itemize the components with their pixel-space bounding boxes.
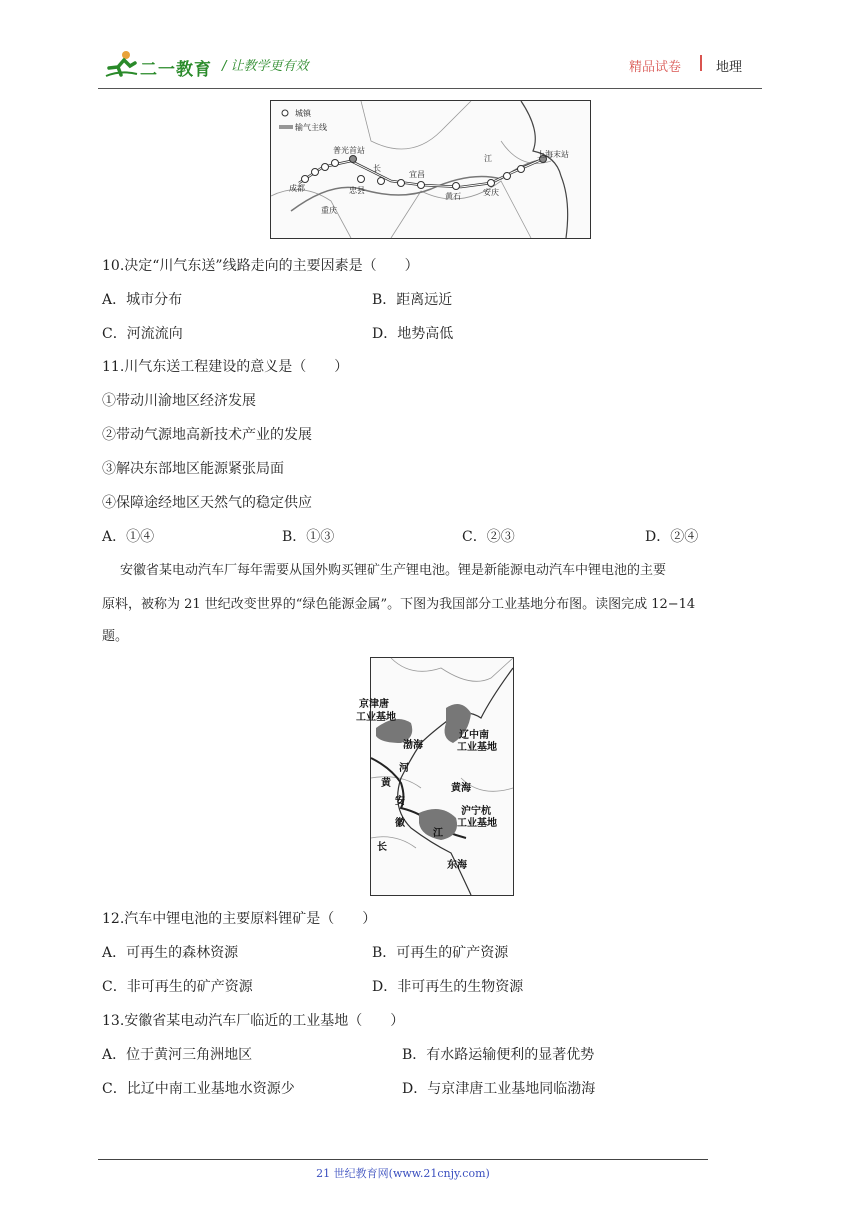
series-label: 精品试卷 (629, 60, 682, 75)
subject-label: 地理 (716, 60, 743, 75)
map-label: 河 (399, 763, 409, 774)
q11-statement: ③解决东部地区能源紧张局面 (102, 461, 284, 477)
q13-option-c[interactable]: C．比辽中南工业基地水资源少 (102, 1081, 295, 1097)
map-label: 工业基地 (457, 818, 497, 829)
map-label: 京津唐 (359, 699, 389, 710)
map-label: 安庆 (483, 188, 499, 197)
q11-option-d[interactable]: D．②④ (645, 529, 699, 545)
map-label: 工业基地 (457, 742, 497, 753)
map-label: 黄海 (451, 783, 471, 794)
map-label: 长 (373, 164, 381, 173)
map-label: 上海末站 (537, 150, 569, 159)
map-label: 普光首站 (333, 146, 365, 155)
q11-statement: ④保障途经地区天然气的稳定供应 (102, 495, 312, 511)
map-label: 江 (484, 154, 492, 163)
q12-option-d[interactable]: D．非可再生的生物资源 (372, 979, 524, 995)
map-label: 渤海 (403, 740, 423, 751)
industrial-base-map (356, 657, 514, 896)
q11-option-a[interactable]: A．①④ (102, 529, 155, 545)
q12-option-c[interactable]: C．非可再生的矿产资源 (102, 979, 253, 995)
passage-line-2: 原料，被称为 21 世纪改变世界的“绿色能源金属”。下图为我国部分工业基地分布图。读图完成 12−14 (102, 597, 696, 612)
map-label: 黄 (381, 778, 391, 789)
q11-option-c[interactable]: C．②③ (462, 529, 515, 545)
runner-logo-icon (104, 50, 138, 78)
q10-option-a[interactable]: A．城市分布 (102, 292, 183, 308)
q10-option-d[interactable]: D．地势高低 (372, 326, 454, 342)
legend-town-label: 城镇 (295, 109, 311, 118)
map-label: 忠县 (349, 186, 365, 195)
q10-option-b[interactable]: B．距离远近 (372, 292, 453, 308)
map-label: 江 (433, 828, 443, 839)
question-13-stem: 13.安徽省某电动汽车厂临近的工业基地（ ） (102, 1013, 405, 1029)
legend-pipeline-label: 输气主线 (295, 123, 327, 132)
logo-text: 二一教育 (140, 60, 212, 80)
q11-option-b[interactable]: B．①③ (282, 529, 335, 545)
question-11-stem: 11.川气东送工程建设的意义是（ ） (102, 359, 349, 375)
q13-option-d[interactable]: D．与京津唐工业基地同临渤海 (402, 1081, 596, 1097)
q13-option-b[interactable]: B．有水路运输便利的显著优势 (402, 1047, 595, 1063)
map-label: 徽 (395, 818, 405, 829)
map-label: 长 (377, 842, 387, 853)
map-label: 东海 (447, 860, 467, 871)
passage-line-1: 安徽省某电动汽车厂每年需要从国外购买锂矿生产锂电池。锂是新能源电动汽车中锂电池的主要 (120, 563, 667, 578)
map-label: 工业基地 (356, 712, 396, 723)
q10-option-c[interactable]: C．河流流向 (102, 326, 183, 342)
logo (104, 50, 138, 78)
slogan: / 让教学更有效 (222, 59, 309, 74)
footer-link[interactable]: 21 世纪教育网(www.21cnjy.com) (316, 1167, 490, 1180)
q12-option-b[interactable]: B．可再生的矿产资源 (372, 945, 509, 961)
map-label: 安 (395, 796, 405, 807)
passage-line-3: 题。 (102, 629, 129, 644)
question-12-stem: 12.汽车中锂电池的主要原料锂矿是（ ） (102, 911, 377, 927)
pipeline-map (270, 100, 591, 239)
footer-divider (98, 1159, 708, 1160)
question-10-stem: 10.决定“川气东送”线路走向的主要因素是（ ） (102, 258, 419, 274)
map-label: 重庆 (321, 206, 337, 215)
header-divider (98, 88, 762, 89)
q12-option-a[interactable]: A．可再生的森林资源 (102, 945, 239, 961)
map-label: 沪宁杭 (461, 806, 491, 817)
map-label: 宜昌 (409, 170, 425, 179)
map-label: 黄石 (445, 192, 461, 201)
q11-statement: ②带动气源地高新技术产业的发展 (102, 427, 312, 443)
header-separator (700, 55, 702, 71)
q13-option-a[interactable]: A．位于黄河三角洲地区 (102, 1047, 253, 1063)
map-label: 成都 (289, 184, 305, 193)
map-label: 辽中南 (459, 730, 489, 741)
q11-statement: ①带动川渝地区经济发展 (102, 393, 256, 409)
